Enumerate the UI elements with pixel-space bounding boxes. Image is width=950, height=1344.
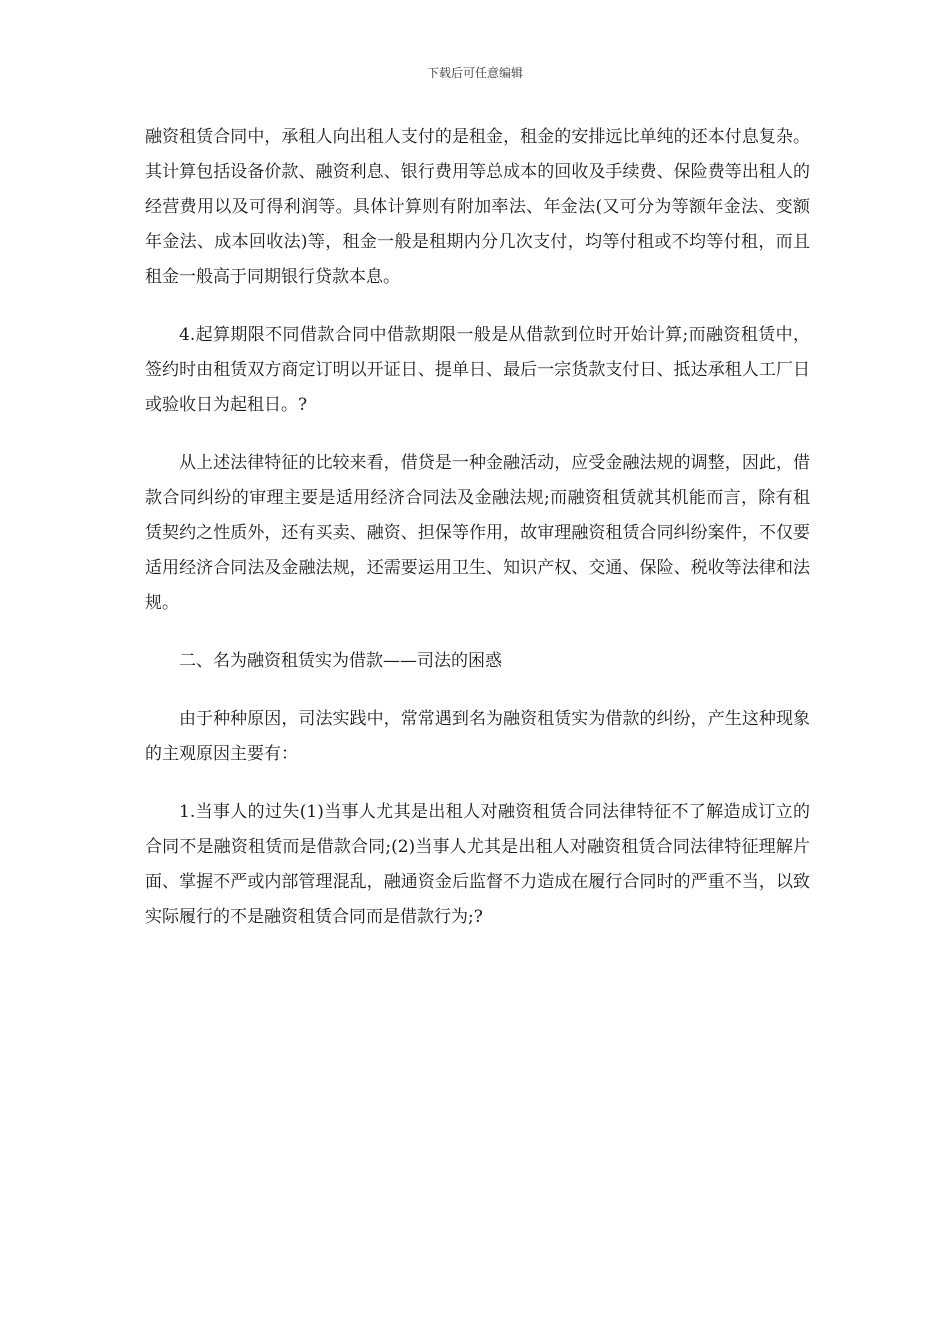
paragraph-legal-comparison: 从上述法律特征的比较来看，借贷是一种金融活动，应受金融法规的调整，因此，借款合同纠纷的审理主要是适用经济合同法及金融法规;而融资租赁就其机能而言，除有租赁契约之性质外，还有买卖、融资、担保等作用，故审理融资租赁合同纠纷案件，不仅要适用经济合同法及金融法规，还需要运用卫生、知识产权、交通、保险、税收等法律和法规。 bbox=[145, 453, 810, 613]
paragraph-start-date: 4.起算期限不同借款合同中借款期限一般是从借款到位时开始计算;而融资租赁中，签约时由租赁双方商定订明以开证日、提单日、最后一宗货款支付日、抵达承租人工厂日或验收日为起租日。? bbox=[145, 325, 810, 415]
paragraph-practice-intro: 由于种种原因，司法实践中，常常遇到名为融资租赁实为借款的纠纷，产生这种现象的主观原因主要有： bbox=[145, 709, 810, 764]
paragraph-rent-calculation: 融资租赁合同中，承租人向出租人支付的是租金，租金的安排远比单纯的还本付息复杂。其计算包括设备价款、融资利息、银行费用等总成本的回收及手续费、保险费等出租人的经营费用以及可得利润等。具体计算则有附加率法、年金法(又可分为等额年金法、变额年金法、成本回收法)等，租金一般是租期内分几次支付，均等付租或不均等付租，而且租金一般高于同期银行贷款本息。 bbox=[145, 127, 810, 287]
page-header: 下载后可任意编辑 bbox=[426, 66, 523, 80]
paragraph-party-fault: 1.当事人的过失(1)当事人尤其是出租人对融资租赁合同法律特征不了解造成订立的合同不是融资租赁而是借款合同;(2)当事人尤其是出租人对融资租赁合同法律特征理解片面、掌握不严或内部管理混乱，融通资金后监督不力造成在履行合同时的严重不当，以致实际履行的不是融资租赁合同而是借款行为;? bbox=[145, 802, 810, 927]
document-body bbox=[145, 120, 810, 958]
section-heading: 二、名为融资租赁实为借款——司法的困惑 bbox=[179, 651, 502, 671]
